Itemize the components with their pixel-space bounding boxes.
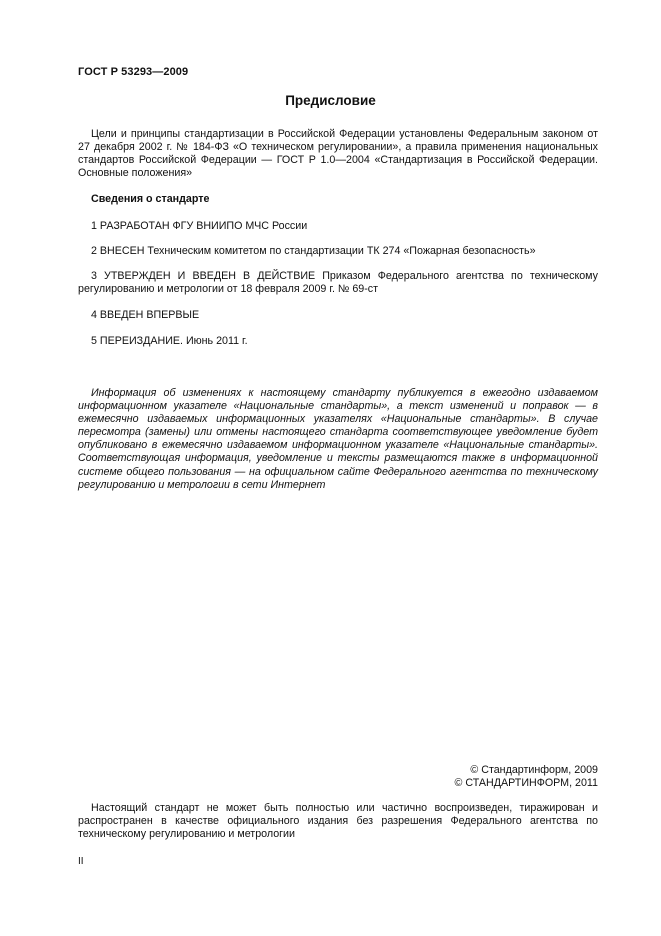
info-item-5: 5 ПЕРЕИЗДАНИЕ. Июнь 2011 г.: [91, 335, 248, 347]
info-item-3: 3 УТВЕРЖДЕН И ВВЕДЕН В ДЕЙСТВИЕ Приказом Федерального агентства по техническому регулированию и метрологии от 18 февраля 2009 г. № 69-ст: [78, 270, 598, 296]
info-heading: Сведения о стандарте: [91, 193, 210, 205]
info-item-2: 2 ВНЕСЕН Техническим комитетом по стандартизации ТК 274 «Пожарная безопасность»: [91, 245, 536, 257]
amendments-notice: Информация об изменениях к настоящему стандарту публикуется в ежегодно издаваемом информационном указателе «Национальные стандарты», а текст изменений и поправок — в ежемесячно издаваемых информационных указателях «Национальные стандарты». В случае пересмотра (замены) или отмены настоящего стандарта соответствующее уведомление будет опубликовано в ежемесячно издаваемом информационном указателе «Национальные стандарты». Соответствующая информация, уведомление и тексты размещаются также в информационной системе общего пользования — на официальном сайте Федерального агентства по техническому регулированию и метрологии в сети Интернет: [78, 387, 598, 491]
page-title: Предисловие: [285, 93, 376, 108]
document-code: ГОСТ Р 53293—2009: [78, 66, 189, 78]
page-number: II: [78, 856, 84, 867]
copyright-2011: © СТАНДАРТИНФОРМ, 2011: [454, 777, 598, 789]
info-item-4: 4 ВВЕДЕН ВПЕРВЫЕ: [91, 309, 200, 321]
copyright-2009: © Стандартинформ, 2009: [470, 764, 598, 776]
intro-paragraph: Цели и принципы стандартизации в Российской Федерации установлены Федеральным законом от 27 декабря 2002 г. № 184-ФЗ «О техническом регулировании», а правила применения национальных стандартов Российской Федерации — ГОСТ Р 1.0—2004 «Стандартизация в Российской Федерации. Основные положения»: [78, 128, 598, 180]
info-item-1: 1 РАЗРАБОТАН ФГУ ВНИИПО МЧС России: [91, 220, 308, 232]
reproduction-notice: Настоящий стандарт не может быть полностью или частично воспроизведен, тиражирован и распространен в качестве официального издания без разрешения Федерального агентства по техническому регулированию и метрологии: [78, 802, 598, 841]
